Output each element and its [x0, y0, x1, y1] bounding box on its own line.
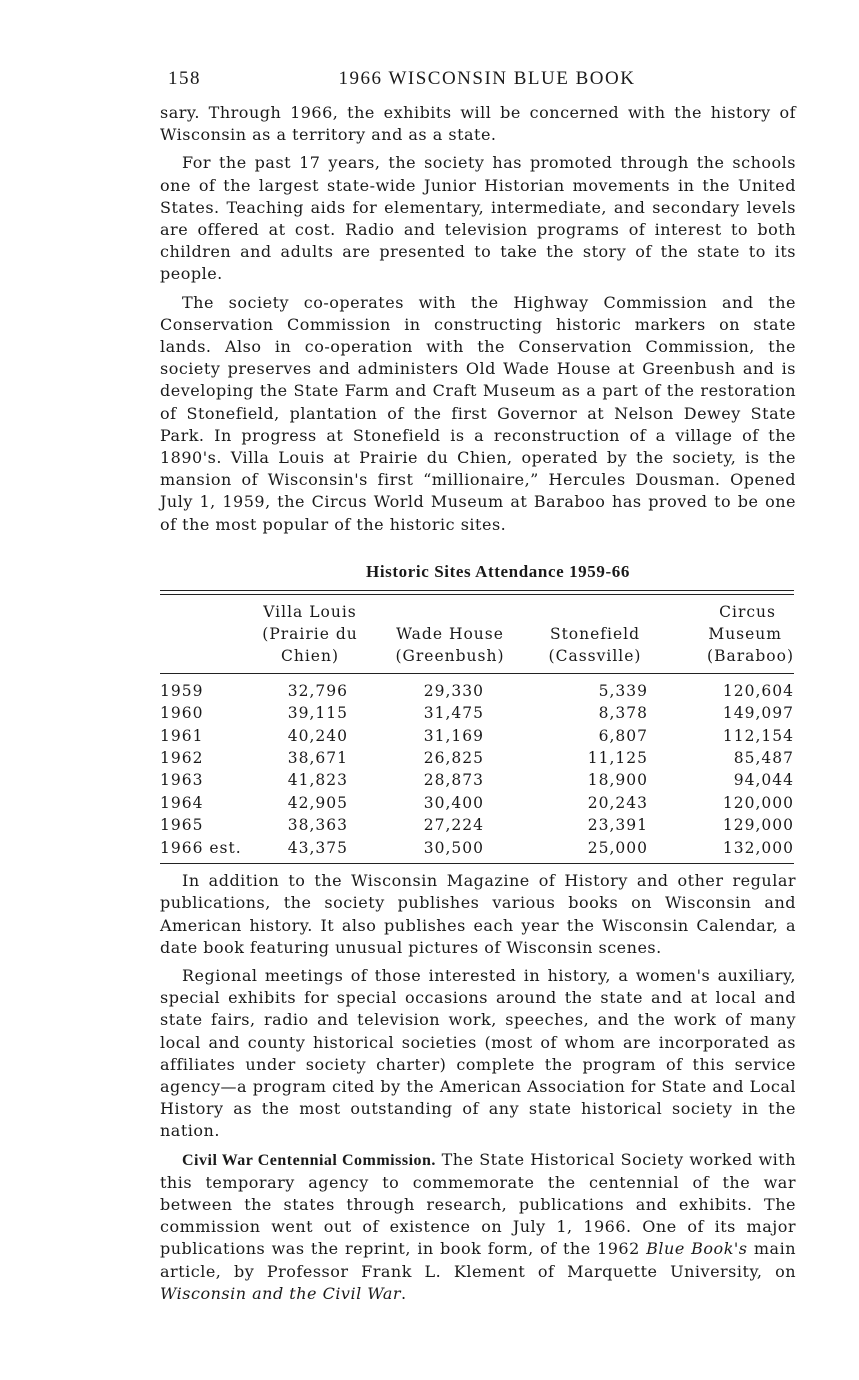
cell-year: 1965 [160, 816, 204, 835]
cell-stonefield: 11,125 [587, 749, 648, 768]
cell-year: 1962 [160, 749, 204, 768]
paragraph-junior-historian: For the past 17 years, the society has promoted through the schools one of the largest state-wide Junior Historian movements in the United States. Teaching aids for elementary, intermediate, and secondary levels are offered at cost. Radio and television programs of interest to both children and adults are presented to take the story of the state to its people. [160, 153, 796, 284]
cell-year: 1964 [160, 793, 204, 812]
cell-stonefield: 20,243 [587, 793, 648, 812]
cell-villa-louis: 40,240 [287, 726, 348, 745]
cell-year: 1959 [160, 681, 204, 700]
body-text: . [401, 1283, 407, 1303]
cell-wade-house: 31,169 [423, 726, 484, 745]
table-header-row [160, 594, 794, 673]
cell-villa-louis: 42,905 [287, 793, 348, 812]
cell-circus-museum: 132,000 [660, 837, 794, 864]
header-line: (Baraboo) [707, 646, 794, 665]
attendance-table [160, 590, 794, 864]
page-number: 158 [168, 68, 201, 89]
header-line: Villa Louis [263, 602, 357, 621]
cell-stonefield: 23,391 [587, 816, 648, 835]
table-row [160, 792, 794, 814]
cell-circus-museum: 94,044 [733, 771, 794, 790]
cell-circus-museum: 112,154 [722, 726, 794, 745]
table-row [160, 702, 794, 724]
paragraph-historic-markers: The society co-operates with the Highway Commission and the Conservation Commission in constructing historic markers on state lands. Also in co-operation with the Conservation Commission, the society preserves and administers Old Wade House at Greenbush and is developing the State Farm and Craft Museum as a part of the restoration of Stonefield, plantation of the first Governor at Nelson Dewey State Park. In progress at Stonefield is a reconstruction of a village of the 1890's. Villa Louis at Prairie du Chien, operated by the society, is the mansion of Wisconsin's first “millionaire,” Hercules Dousman. Opened July 1, 1959, the Circus World Museum at Baraboo has proved to be one of the most popular of the historic sites. [160, 292, 796, 534]
cell-wade-house: 29,330 [423, 681, 484, 700]
cell-villa-louis: 38,671 [287, 749, 348, 768]
column-header-wade-house [370, 594, 530, 673]
table-row [160, 814, 794, 836]
cell-villa-louis: 41,823 [287, 771, 348, 790]
cell-circus-museum: 149,097 [722, 704, 794, 723]
header-line: Museum [708, 624, 782, 643]
cell-stonefield: 8,378 [598, 704, 648, 723]
header-line: (Cassville) [548, 646, 642, 665]
column-header-year [160, 594, 250, 673]
cell-circus-museum: 129,000 [722, 816, 794, 835]
header-line: Stonefield [549, 624, 641, 643]
header-line: Wade House [396, 624, 504, 643]
section-heading: Civil War Centennial Commission. [182, 1151, 436, 1169]
column-header-circus-museum [660, 594, 794, 673]
cell-circus-museum: 120,604 [722, 681, 794, 700]
header-line: (Greenbush) [395, 646, 505, 665]
paragraph-civil-war-commission [160, 1149, 796, 1305]
italic-title: Wisconsin and the Civil War [160, 1283, 402, 1303]
header-line: Circus [719, 602, 776, 621]
table-row [160, 769, 794, 791]
column-header-stonefield [530, 594, 660, 673]
italic-title: Blue Book's [646, 1239, 748, 1259]
header-line: (Prairie du [262, 624, 358, 643]
paragraph-continuation: sary. Through 1966, the exhibits will be concerned with the history of Wisconsin as a territory and as a state. [160, 103, 796, 145]
cell-villa-louis: 39,115 [287, 704, 348, 723]
header-line: Chien) [280, 646, 339, 665]
cell-villa-louis: 38,363 [287, 816, 348, 835]
running-title: 1966 WISCONSIN BLUE BOOK [338, 68, 636, 89]
table-row [160, 673, 794, 702]
table-row [160, 747, 794, 769]
table-row [160, 837, 794, 864]
cell-wade-house: 30,400 [423, 793, 484, 812]
cell-wade-house: 26,825 [423, 749, 484, 768]
body-text: main article, by Professor Frank L. Klement of Marquette University, on [160, 1239, 797, 1281]
cell-villa-louis: 43,375 [250, 837, 370, 864]
paragraph-regional-meetings: Regional meetings of those interested in history, a women's auxiliary, special exhibits for special occasions around the state and at local and state fairs, radio and television work, speeches, and the work of many local and county historical societies (most of whom are incorporated as affiliates under society charter) complete the program of this service agency—a program cited by the American Association for State and Local History as the most outstanding of any state historical society in the nation. [160, 965, 796, 1141]
paragraph-publications: In addition to the Wisconsin Magazine of History and other regular publications, the society publishes various books on Wisconsin and American history. It also publishes each year the Wisconsin Calendar, a date book featuring unusual pictures of Wisconsin scenes. [160, 871, 796, 957]
body-text: The State Historical Society worked with this temporary agency to commemorate the centennial of the war between the states through research, publications and exhibits. The commission went out of existence on July 1, 1966. One of its major publications was the reprint, in book form, of the 1962 [160, 1149, 796, 1259]
table-row [160, 725, 794, 747]
document-page [160, 68, 796, 1305]
cell-stonefield: 6,807 [598, 726, 648, 745]
cell-year: 1960 [160, 704, 204, 723]
cell-circus-museum: 85,487 [733, 749, 794, 768]
cell-wade-house: 28,873 [423, 771, 484, 790]
cell-year: 1961 [160, 726, 204, 745]
page-header [160, 68, 796, 102]
cell-wade-house: 27,224 [423, 816, 484, 835]
cell-stonefield: 5,339 [598, 681, 648, 700]
cell-circus-museum: 120,000 [722, 793, 794, 812]
column-header-villa-louis [250, 594, 370, 673]
table-title: Historic Sites Attendance 1959-66 [366, 561, 630, 581]
cell-wade-house: 30,500 [370, 837, 530, 864]
cell-stonefield: 25,000 [530, 837, 660, 864]
cell-wade-house: 31,475 [423, 704, 484, 723]
cell-year: 1966 est. [160, 837, 250, 864]
cell-villa-louis: 32,796 [287, 681, 348, 700]
cell-stonefield: 18,900 [587, 771, 648, 790]
cell-year: 1963 [160, 771, 204, 790]
